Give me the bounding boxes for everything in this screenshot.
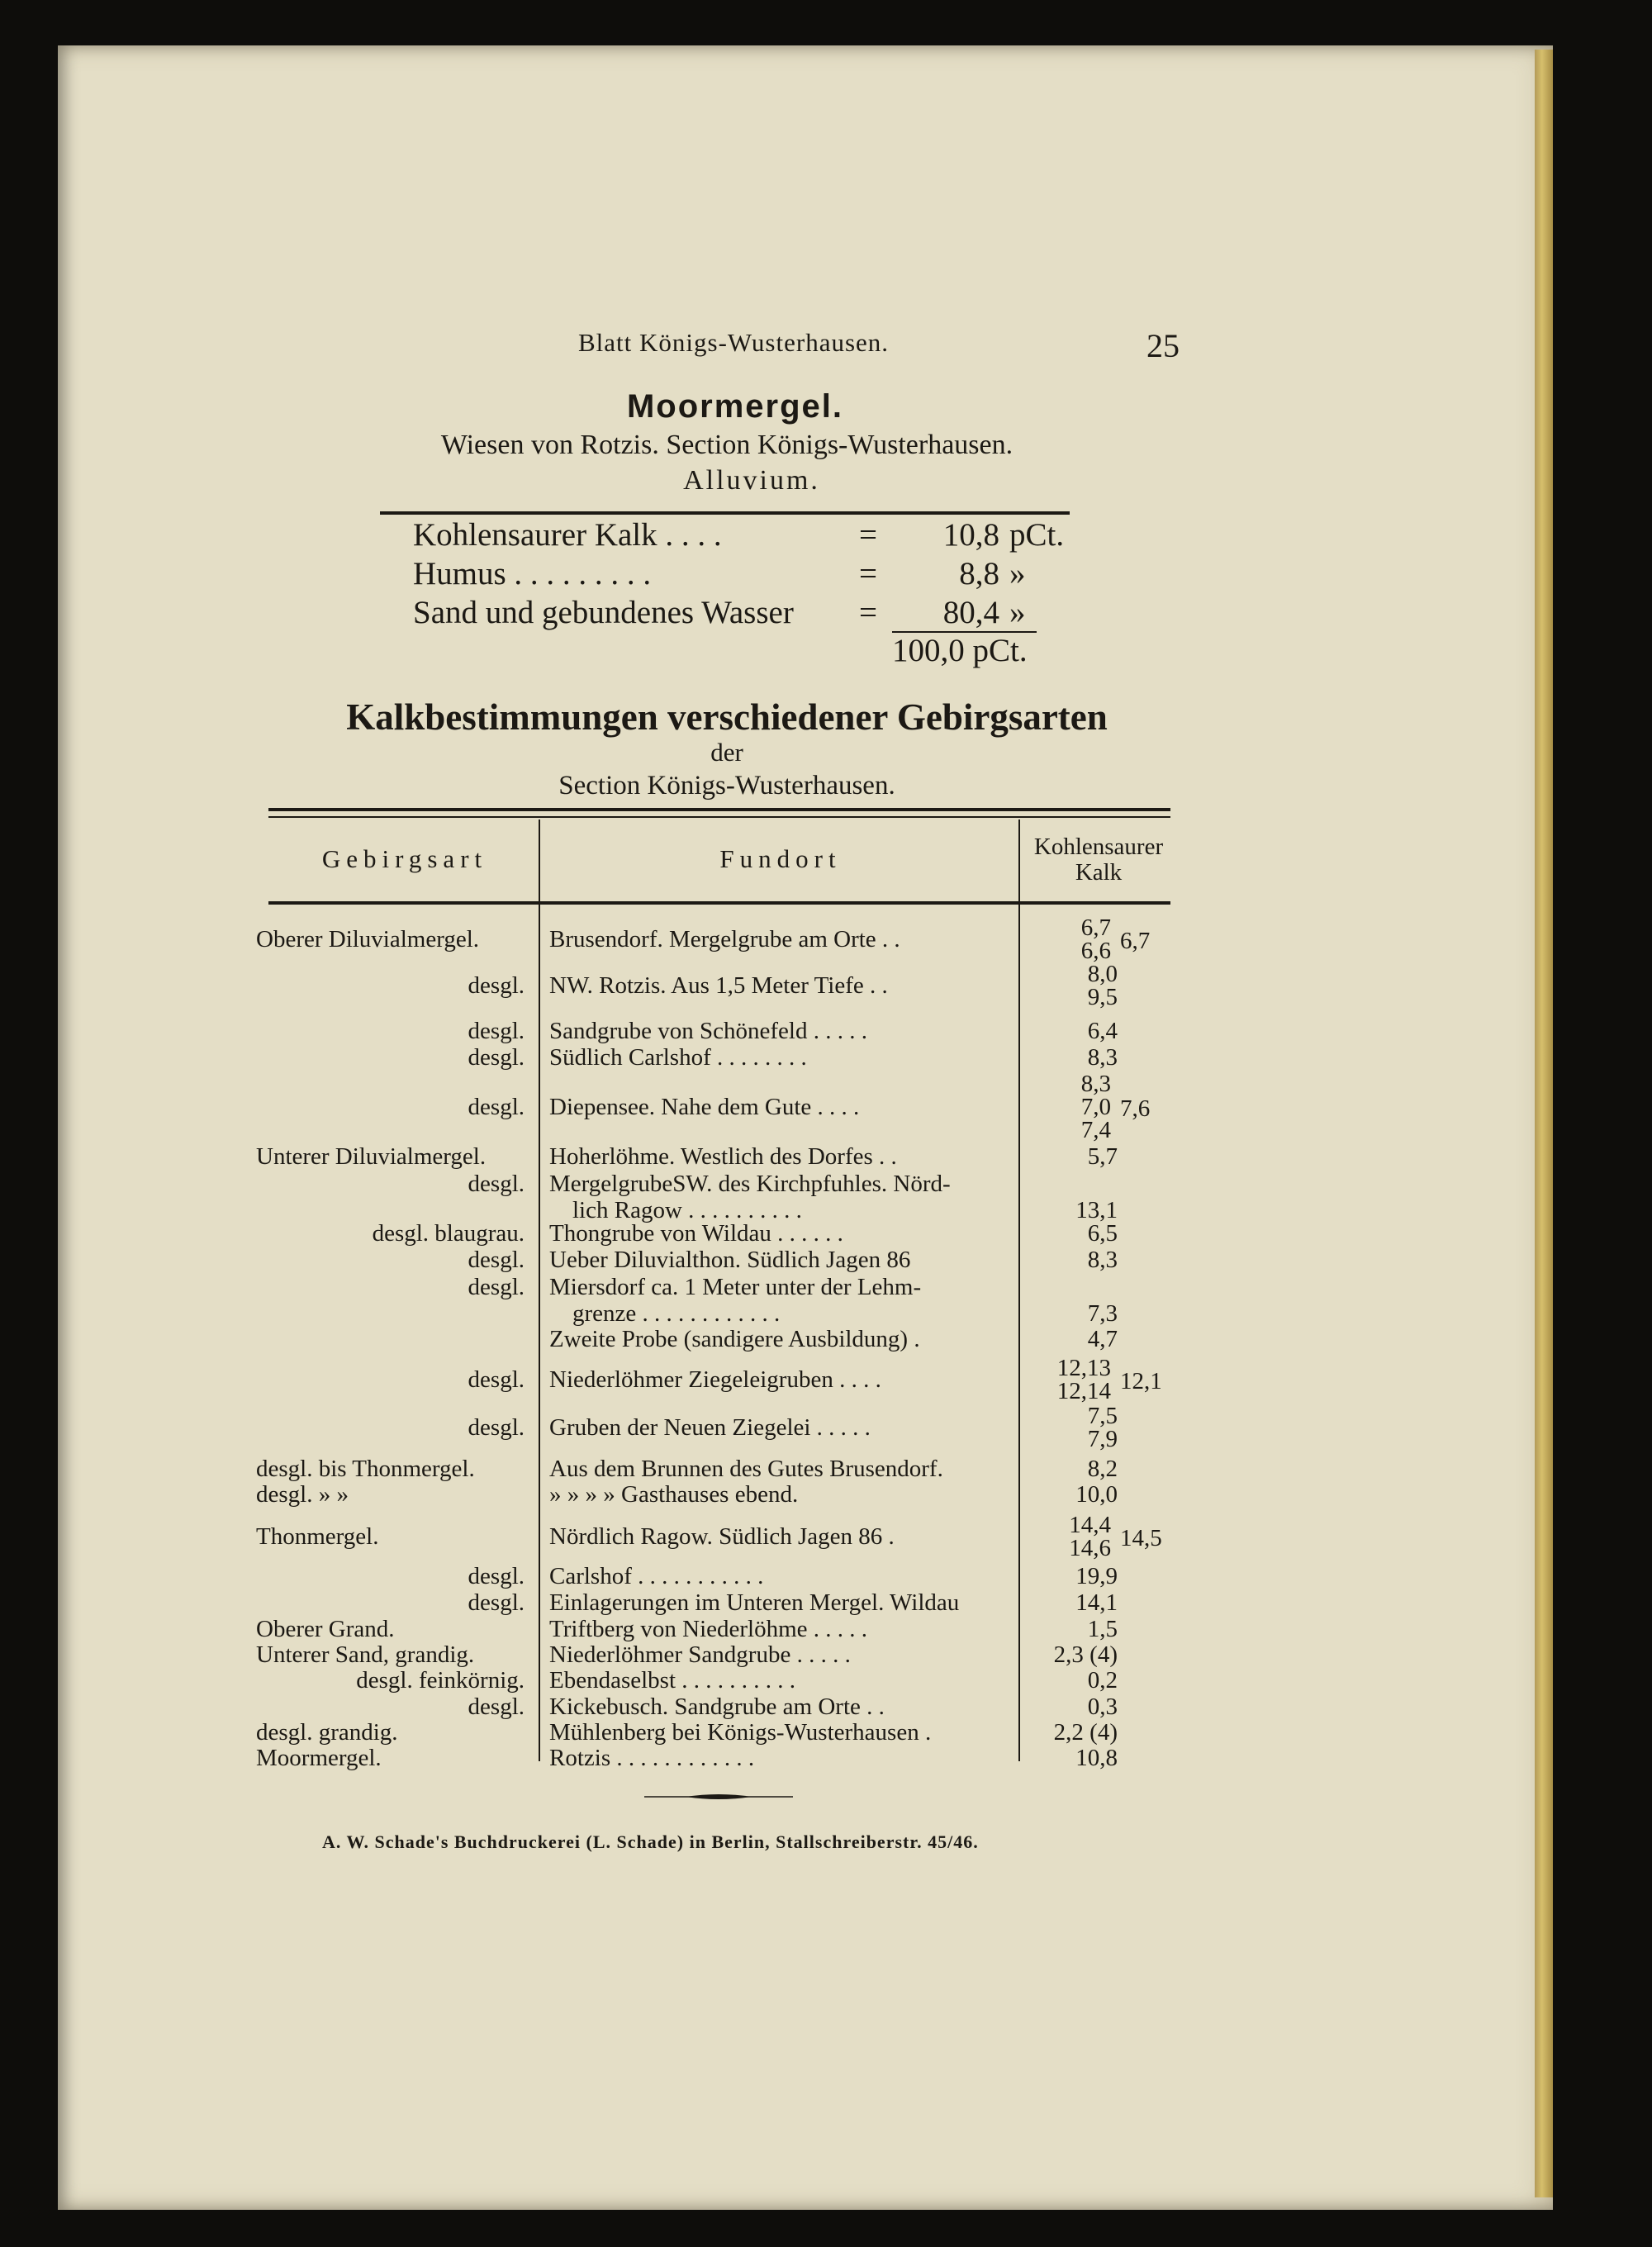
cell-kalk-value: 6,4 (1087, 1018, 1118, 1044)
composition-unit: pCt. (1009, 517, 1065, 553)
section2-title: Kalkbestimmungen verschiedener Gebirgsarten (346, 696, 1108, 738)
cell-kalk-value: 13,1 (1075, 1197, 1118, 1223)
cell-kalk-value: 10,8 (1075, 1745, 1118, 1771)
cell-kalk-mean: 6,7 (1120, 928, 1151, 954)
cell-fundort: Carlshof . . . . . . . . . . . (549, 1563, 764, 1589)
page-number: 25 (1146, 327, 1180, 364)
cell-fundort: Zweite Probe (sandigere Ausbildung) . (549, 1326, 920, 1352)
cell-fundort: NW. Rotzis. Aus 1,5 Meter Tiefe . . (549, 972, 888, 999)
table-top-rule-thin (268, 816, 1170, 818)
cell-kalk-mean: 14,5 (1120, 1525, 1162, 1551)
cell-kalk-value: 8,3 (1087, 1247, 1118, 1273)
composition-value: 80,4 (942, 595, 999, 630)
cell-fundort: Niederlöhmer Ziegeleigruben . . . . (549, 1366, 881, 1393)
cell-gebirgsart: desgl. (468, 1274, 525, 1300)
composition-value: 8,8 (959, 556, 999, 591)
running-header: Blatt Königs-Wusterhausen. (578, 328, 890, 357)
cell-gebirgsart: desgl. » » (256, 1481, 349, 1508)
composition-value: 10,8 (942, 517, 999, 553)
cell-kalk-value: 12,13 (1056, 1355, 1111, 1381)
cell-gebirgsart: desgl. (468, 1044, 525, 1071)
cell-fundort: Kickebusch. Sandgrube am Orte . . (549, 1694, 885, 1720)
cell-kalk-value: 14,1 (1075, 1589, 1118, 1616)
cell-kalk-value: 2,3 (4) (1053, 1641, 1118, 1668)
equals-sign: = (859, 556, 877, 591)
column-divider (1018, 819, 1020, 1761)
cell-fundort: Hoherlöhme. Westlich des Dorfes . . (549, 1143, 897, 1170)
cell-gebirgsart: desgl. (468, 1171, 525, 1197)
cell-fundort: Diepensee. Nahe dem Gute . . . . (549, 1094, 860, 1120)
cell-kalk-value: 14,4 (1069, 1512, 1111, 1538)
cell-kalk-value: 7,3 (1087, 1300, 1118, 1327)
cell-kalk-value: 7,4 (1080, 1117, 1111, 1143)
cell-fundort: Ueber Diluvialthon. Südlich Jagen 86 (549, 1247, 911, 1273)
cell-fundort: Brusendorf. Mergelgrube am Orte . . (549, 926, 900, 952)
cell-kalk-value: 8,2 (1087, 1456, 1118, 1482)
composition-total: 100,0 pCt. (892, 633, 1028, 668)
cell-gebirgsart: desgl. (468, 1018, 525, 1044)
composition-label: Kohlensaurer Kalk . . . . (413, 517, 722, 553)
printer-imprint: A. W. Schade's Buchdruckerei (L. Schade) in Berlin, Stallschreiberstr. 45/46. (322, 1831, 979, 1852)
cell-gebirgsart: desgl. (468, 972, 525, 999)
cell-fundort: Triftberg von Niederlöhme . . . . . (549, 1616, 868, 1642)
cell-gebirgsart: desgl. grandig. (256, 1719, 398, 1746)
composition-label: Sand und gebundenes Wasser (413, 595, 794, 630)
cell-gebirgsart: Unterer Diluvialmergel. (256, 1143, 487, 1170)
cell-kalk-value: 6,5 (1087, 1220, 1118, 1247)
cell-kalk-value: 19,9 (1075, 1563, 1118, 1589)
cell-gebirgsart: Moormergel. (256, 1745, 382, 1771)
cell-kalk-value: 5,7 (1087, 1143, 1118, 1170)
cell-kalk-value: 8,3 (1080, 1071, 1111, 1097)
cell-kalk-value: 12,14 (1056, 1378, 1111, 1404)
cell-fundort: Miersdorf ca. 1 Meter unter der Lehm- (549, 1274, 922, 1300)
cell-gebirgsart: desgl. feinkörnig. (356, 1667, 525, 1694)
section1-subtitle: Wiesen von Rotzis. Section Königs-Wusterhausen. (440, 430, 1014, 460)
cell-kalk-value: 8,3 (1087, 1044, 1118, 1071)
composition-unit: » (1009, 595, 1026, 630)
cell-gebirgsart: desgl. blaugrau. (372, 1220, 525, 1247)
book-page (58, 45, 1553, 2210)
cell-fundort: Einlagerungen im Unteren Mergel. Wildau (549, 1589, 960, 1616)
composition-label: Humus . . . . . . . . . (413, 556, 652, 591)
cell-fundort: Sandgrube von Schönefeld . . . . . (549, 1018, 867, 1044)
column-header-gebirgsart: Gebirgsart (321, 844, 488, 873)
cell-fundort: » » » » Gasthauses ebend. (549, 1481, 799, 1508)
cell-gebirgsart: desgl. (468, 1247, 525, 1273)
cell-gebirgsart: desgl. (468, 1094, 525, 1120)
section2-der: der (710, 738, 743, 767)
cell-gebirgsart: desgl. bis Thonmergel. (256, 1456, 475, 1482)
cell-fundort: Rotzis . . . . . . . . . . . . (549, 1745, 755, 1771)
cell-kalk-value: 1,5 (1087, 1616, 1118, 1642)
table-top-rule (268, 808, 1170, 811)
cell-fundort: Gruben der Neuen Ziegelei . . . . . (549, 1414, 871, 1441)
cell-kalk-mean: 7,6 (1120, 1095, 1151, 1122)
column-header-kalk: Kohlensaurer Kalk (1033, 834, 1164, 886)
ornament-divider (644, 1793, 793, 1801)
cell-kalk-value: 0,3 (1087, 1694, 1118, 1720)
table-header-rule (268, 901, 1170, 905)
cell-fundort-continued: grenze . . . . . . . . . . . . (572, 1300, 781, 1327)
cell-kalk-value: 6,7 (1080, 914, 1111, 941)
cell-fundort-continued: lich Ragow . . . . . . . . . . (572, 1197, 802, 1223)
page-edge (1535, 50, 1553, 2197)
cell-kalk-value: 4,7 (1087, 1326, 1118, 1352)
composition-unit: » (1009, 556, 1026, 591)
cell-kalk-value: 6,6 (1080, 938, 1111, 964)
cell-fundort: Niederlöhmer Sandgrube . . . . . (549, 1641, 851, 1668)
section1-rule (380, 511, 1070, 515)
cell-kalk-value: 2,2 (4) (1053, 1719, 1118, 1746)
cell-fundort: Ebendaselbst . . . . . . . . . . (549, 1667, 796, 1694)
cell-kalk-value: 7,0 (1080, 1094, 1111, 1120)
cell-gebirgsart: desgl. (468, 1366, 525, 1393)
cell-fundort: Thongrube von Wildau . . . . . . (549, 1220, 843, 1247)
column-divider (539, 819, 540, 1761)
cell-kalk-value: 14,6 (1069, 1535, 1111, 1561)
section2-subtitle: Section Königs-Wusterhausen. (558, 771, 895, 800)
equals-sign: = (859, 595, 877, 630)
cell-gebirgsart: desgl. (468, 1694, 525, 1720)
cell-kalk-value: 7,5 (1087, 1403, 1118, 1429)
cell-fundort: Aus dem Brunnen des Gutes Brusendorf. (549, 1456, 943, 1482)
cell-kalk-value: 7,9 (1087, 1426, 1118, 1452)
cell-kalk-value: 8,0 (1087, 961, 1118, 987)
cell-gebirgsart: desgl. (468, 1414, 525, 1441)
cell-kalk-value: 9,5 (1087, 984, 1118, 1010)
equals-sign: = (859, 517, 877, 553)
cell-gebirgsart: desgl. (468, 1563, 525, 1589)
section1-title: Moormergel. (626, 388, 844, 425)
cell-kalk-value: 10,0 (1075, 1481, 1118, 1508)
cell-gebirgsart: Unterer Sand, grandig. (256, 1641, 475, 1668)
column-header-fundort: Fundort (719, 844, 842, 873)
section1-formation: Alluvium. (683, 465, 820, 496)
cell-gebirgsart: desgl. (468, 1589, 525, 1616)
cell-gebirgsart: Oberer Diluvialmergel. (256, 926, 480, 952)
cell-fundort: Südlich Carlshof . . . . . . . . (549, 1044, 807, 1071)
cell-fundort: Mühlenberg bei Königs-Wusterhausen . (549, 1719, 932, 1746)
cell-kalk-value: 0,2 (1087, 1667, 1118, 1694)
cell-kalk-mean: 12,1 (1120, 1368, 1162, 1394)
cell-gebirgsart: Thonmergel. (256, 1523, 379, 1550)
cell-fundort: MergelgrubeSW. des Kirchpfuhles. Nörd- (549, 1171, 951, 1197)
cell-gebirgsart: Oberer Grand. (256, 1616, 395, 1642)
cell-fundort: Nördlich Ragow. Südlich Jagen 86 . (549, 1523, 895, 1550)
